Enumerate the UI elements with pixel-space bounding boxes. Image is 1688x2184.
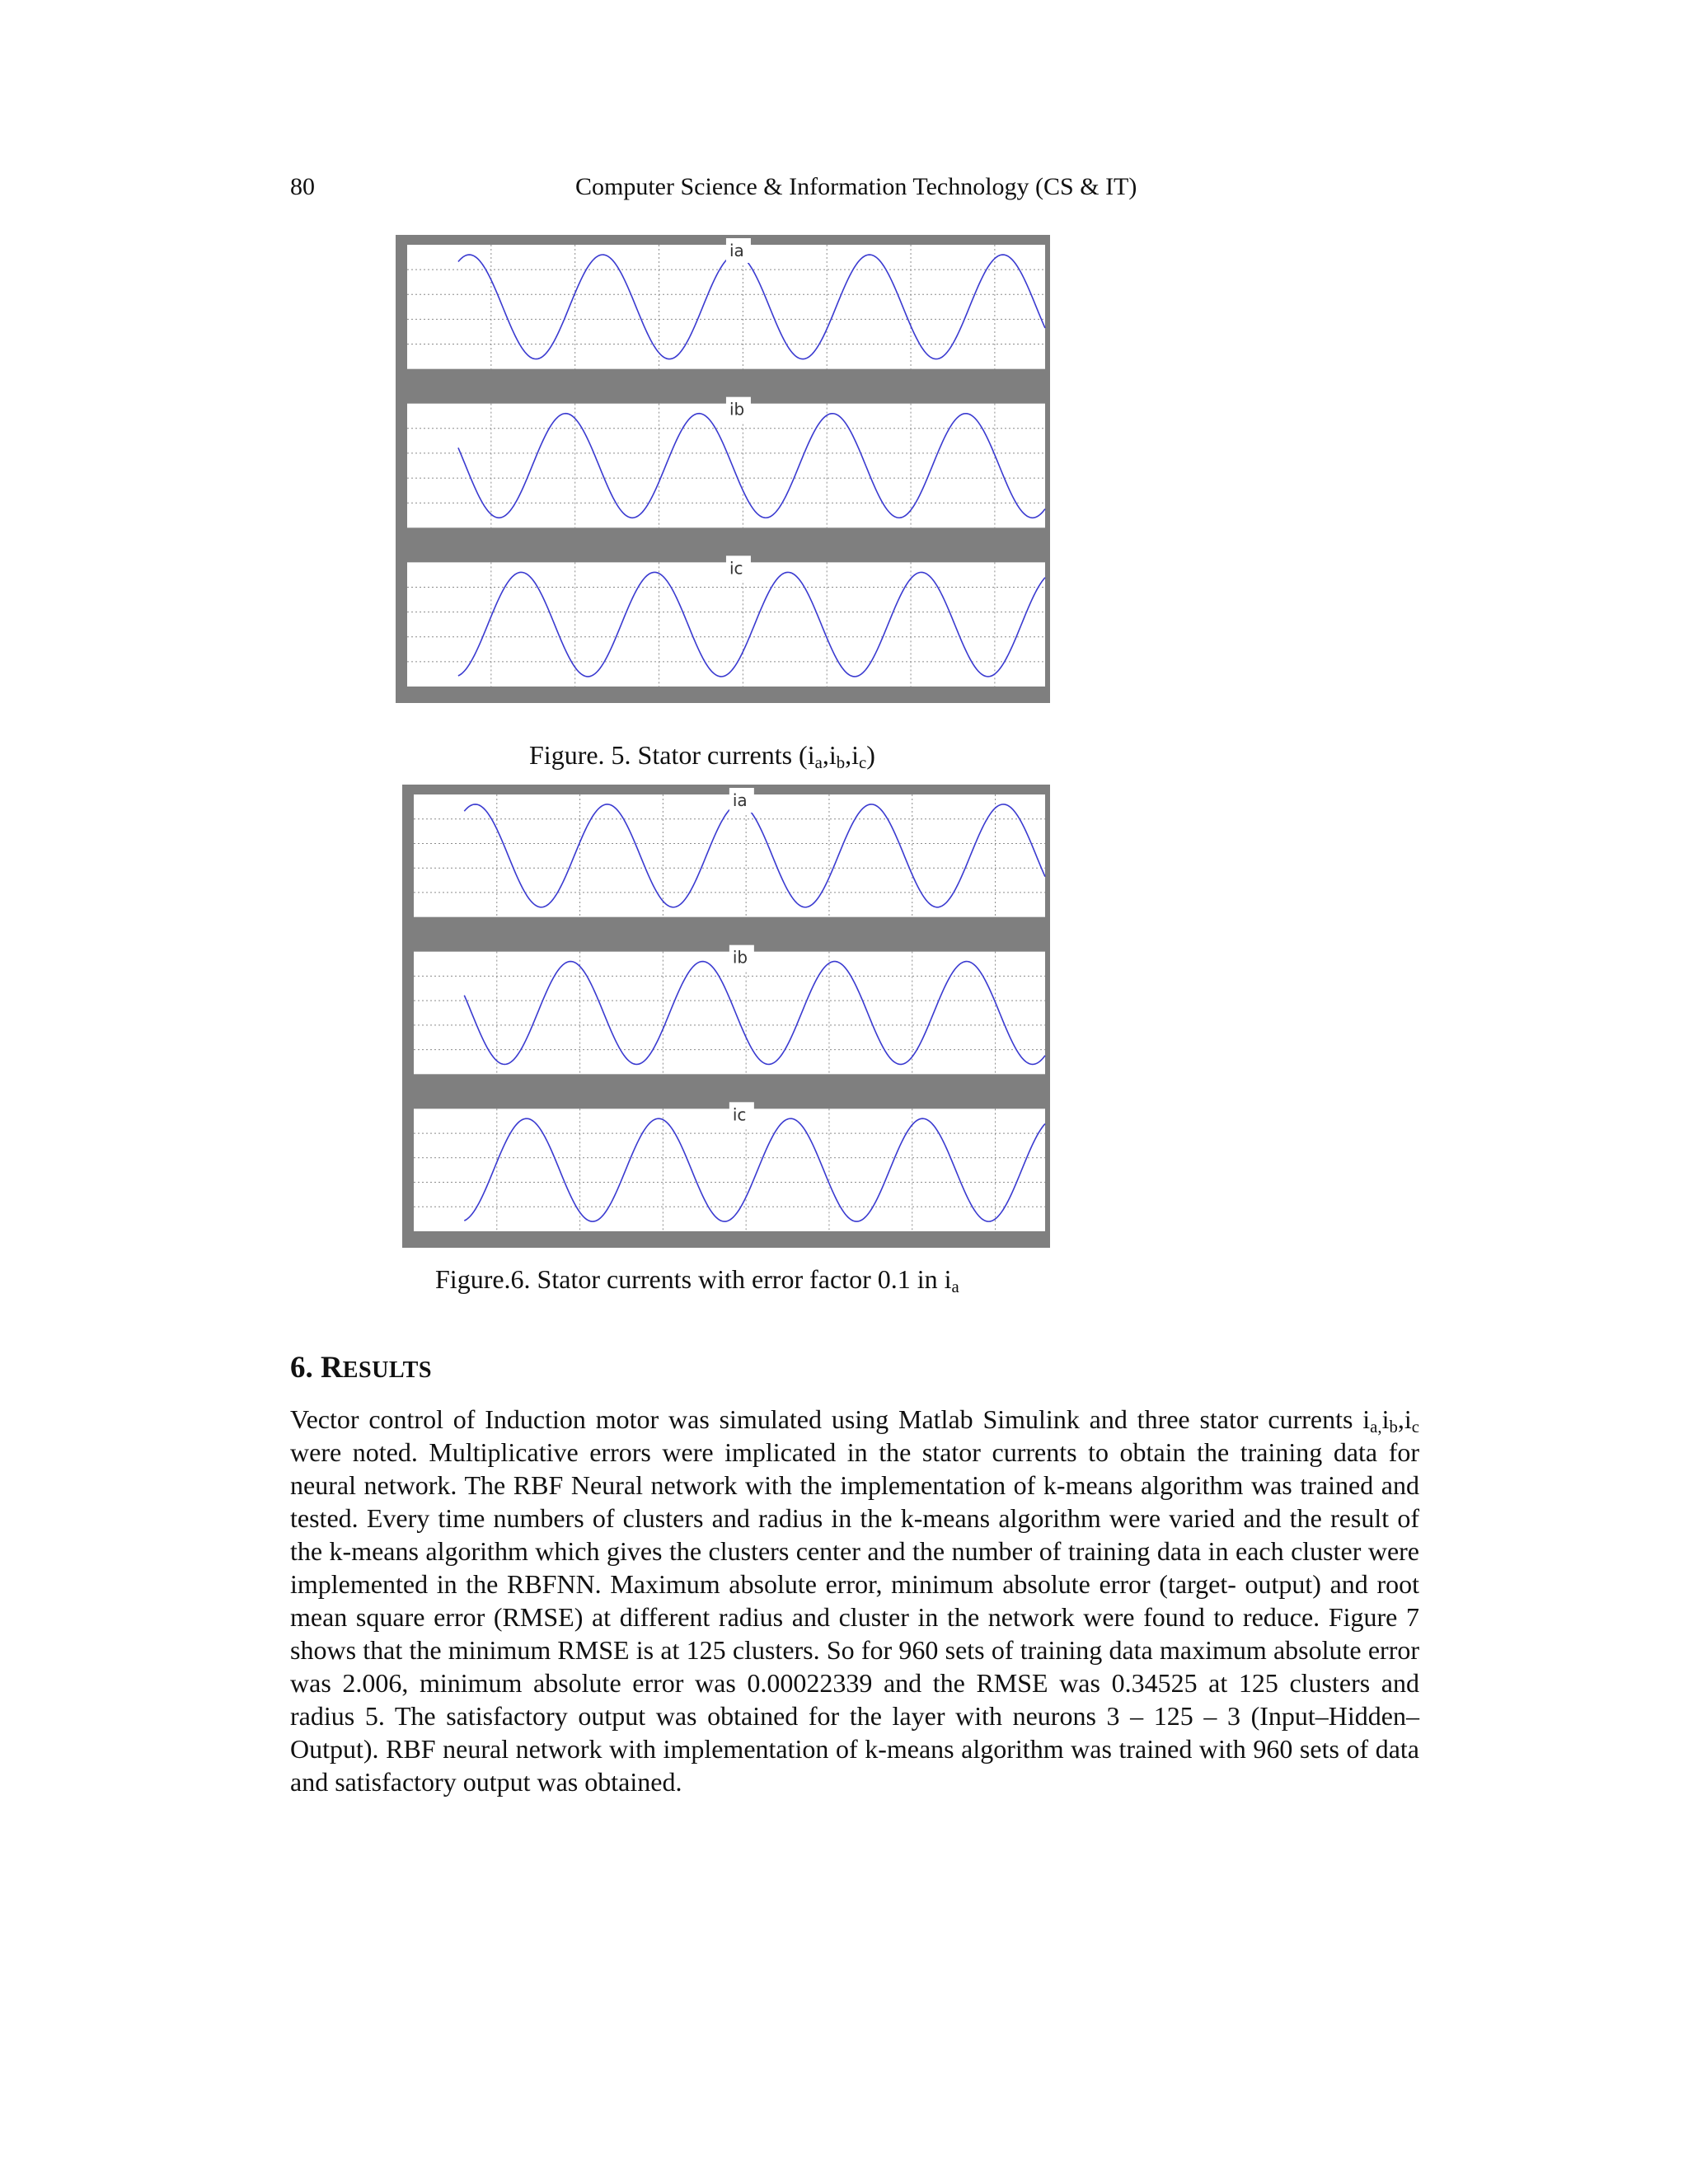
figure-5-caption: Figure. 5. Stator currents $(i_a,i_b,i_c)$ [529, 740, 875, 773]
results-paragraph: Vector control of Induction motor was simulated using Matlab Simulink and three stator currents $i_{a,}i_b,i_c$ were noted. Multiplicative errors were implicated in the stator currents to obtain the training data for neural network. The RBF Neural network with the implementation of k-means algorithm was trained and tested. Every time numbers of clusters and radius in the k-means algorithm were varied and the result of the k-means algorithm which gives the clusters center and the number of training data in each cluster were implemented in the RBFNN. Maximum absolute error, minimum absolute error (target- output) and root mean square error (RMSE) at different radius and cluster in the network were found to reduce. Figure 7 shows that the minimum RMSE is at 125 clusters. So for 960 sets of training data maximum absolute error was 2.006, minimum absolute error was 0.00022339 and the RMSE was 0.34525 at 125 clusters and radius 5. The satisfactory output was obtained for the layer with neurons 3 – 125 – 3 (Input–Hidden–Output). RBF neural network with implementation of k-means algorithm was trained with 960 sets of data and satisfactory output was obtained. [290, 1404, 1419, 1797]
series-label-ic: ic [729, 558, 743, 579]
panel-ic [414, 1102, 1045, 1231]
panel-ia [414, 788, 1045, 917]
figure-6-caption: Figure.6. Stator currents with error factor 0.1 in $i_a$ [435, 1264, 959, 1297]
series-label-ib: ib [729, 399, 745, 419]
panel-background [414, 952, 1045, 1075]
panel-ib [414, 945, 1045, 1075]
series-label-ib: ib [732, 947, 748, 968]
panel-background [407, 562, 1045, 687]
figure-5-stator-currents [396, 235, 1050, 703]
series-label-ia: ia [732, 790, 748, 810]
journal-title: Computer Science & Information Technology (CS & IT) [575, 173, 1137, 200]
series-label-ia: ia [729, 241, 744, 260]
section-title-results: 6. RESULTS [290, 1351, 432, 1385]
panel-background [407, 404, 1045, 528]
figure-6-stator-currents-error [402, 785, 1050, 1248]
page-number: 80 [290, 173, 315, 200]
series-label-ic: ic [732, 1104, 747, 1125]
panel-ic [407, 555, 1045, 687]
figure-6-plot [402, 785, 1050, 1248]
panel-ia [407, 238, 1045, 369]
page-header [0, 173, 1688, 206]
figure-5-plot [396, 235, 1050, 703]
panel-background [414, 1108, 1045, 1231]
panel-ib [407, 397, 1045, 528]
